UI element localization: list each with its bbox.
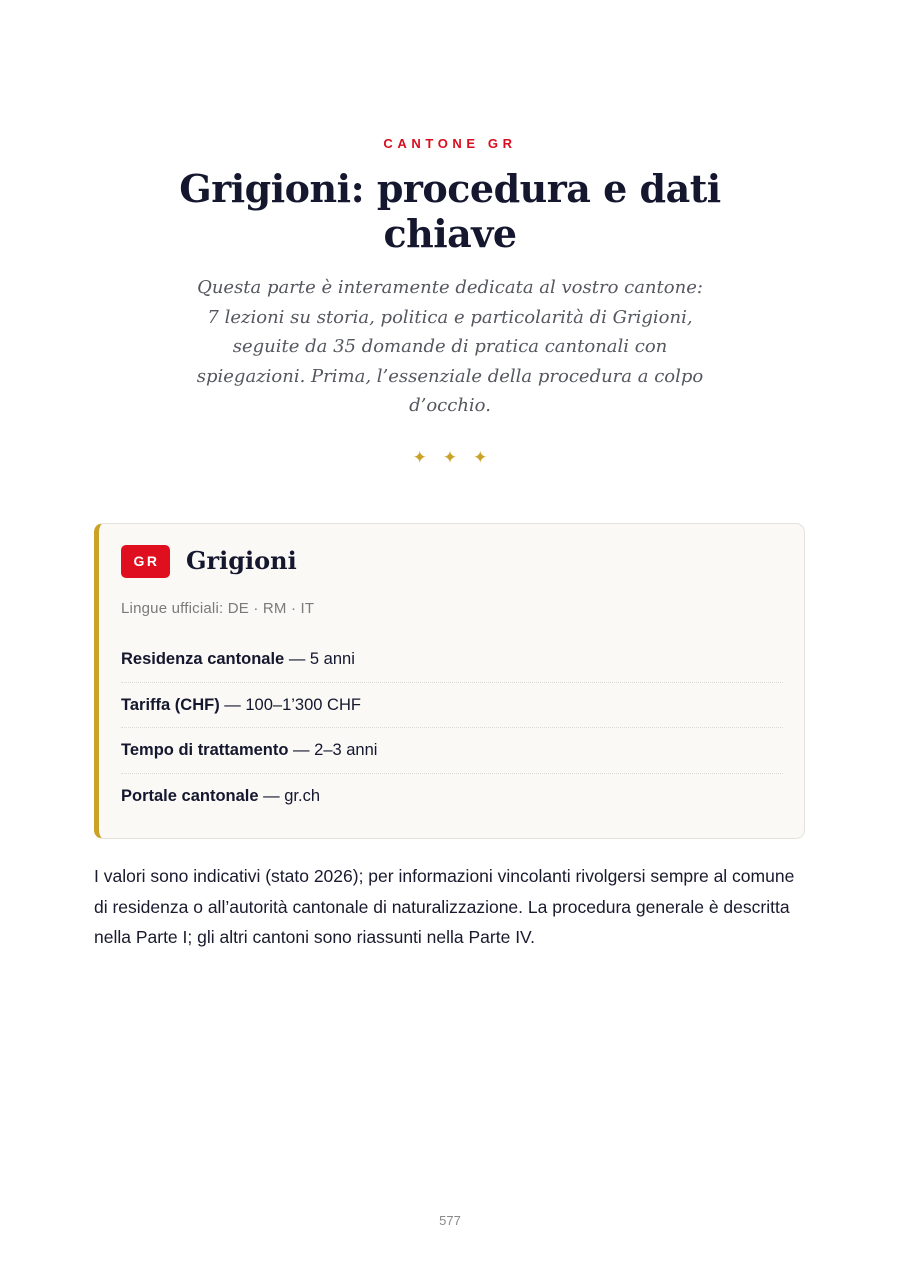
key-facts-list (121, 637, 783, 819)
fact-value: 100–1’300 CHF (245, 695, 361, 714)
footnote-text: I valori sono indicativi (stato 2026); per informazioni vincolanti rivolgersi sempre al comune di residenza o all’autorità cantonale di naturalizzazione. La procedura generale è descritta nella Parte I; gli altri cantoni sono riassunti nella Parte IV. (94, 866, 795, 947)
official-languages: Lingue ufficiali: DE · RM · IT (121, 600, 315, 617)
star-divider-icon: ✦✦✦ (412, 448, 504, 467)
section-eyebrow: CANTONE GR (383, 136, 517, 151)
fact-value: 2–3 anni (314, 741, 378, 759)
canton-card (94, 523, 805, 839)
fact-separator: — (293, 741, 315, 759)
page-title: Grigioni: procedura e dati chiave (179, 166, 721, 256)
fact-row-processing-time (121, 728, 783, 774)
fact-label: Residenza cantonale (121, 650, 285, 668)
page-number: 577 (439, 1213, 461, 1228)
fact-value-portal-link[interactable]: gr.ch (284, 786, 321, 805)
intro-text: Questa parte è interamente dedicata al vostro cantone: 7 lezioni su storia, politica e particolarità di Grigioni, seguite da 35 domande di pratica cantonali con spiegazioni. Prima, l’essenziale della procedura a colpo d’occhio. (196, 277, 704, 416)
fact-separator: — (288, 650, 310, 668)
fact-label: Tariffa (CHF) (121, 695, 220, 714)
fact-separator: — (224, 695, 246, 714)
canton-badge: GR (121, 545, 170, 578)
fact-label: Portale cantonale (121, 786, 259, 805)
fact-separator: — (263, 786, 285, 805)
fact-row-fee (121, 683, 783, 729)
fact-label: Tempo di trattamento (121, 741, 289, 759)
fact-row-portal (121, 774, 783, 820)
canton-name: Grigioni (186, 546, 297, 575)
fact-value: 5 anni (309, 650, 355, 668)
fact-row-residence (121, 637, 783, 683)
